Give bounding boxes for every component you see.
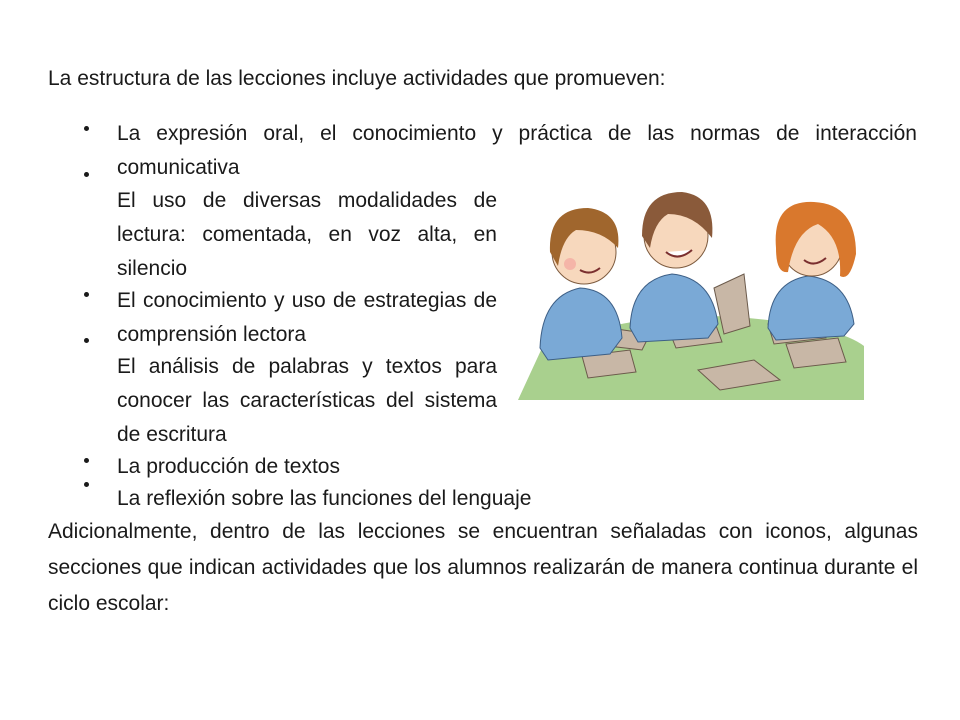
bullet-dot [84,338,89,343]
children-reading-illustration [518,178,864,400]
bullet-dot [84,482,89,487]
list-item: La reflexión sobre las funciones del lenguaje [117,487,532,510]
list-item: El conocimiento y uso de estrategias de comprensión lectora [117,289,497,346]
bullet-dot [84,458,89,463]
list-item: La expresión oral, el conocimiento y práctica de las normas de interacción comunicativa [117,122,917,179]
closing-paragraph: Adicionalmente, dentro de las lecciones se encuentran señaladas con iconos, algunas secciones que indican actividades que los alumnos realizarán de manera continua durante el ciclo escolar: [48,520,918,615]
list-item: La producción de textos [117,455,340,478]
list-item: El análisis de palabras y textos para conocer las características del sistema de escritura [117,355,497,446]
bullet-dot [84,126,89,131]
list-item: El uso de diversas modalidades de lectura: comentada, en voz alta, en silencio [117,189,497,280]
intro-text: La estructura de las lecciones incluye actividades que promueven: [48,67,666,90]
bullet-dot [84,172,89,177]
bullet-dot [84,292,89,297]
